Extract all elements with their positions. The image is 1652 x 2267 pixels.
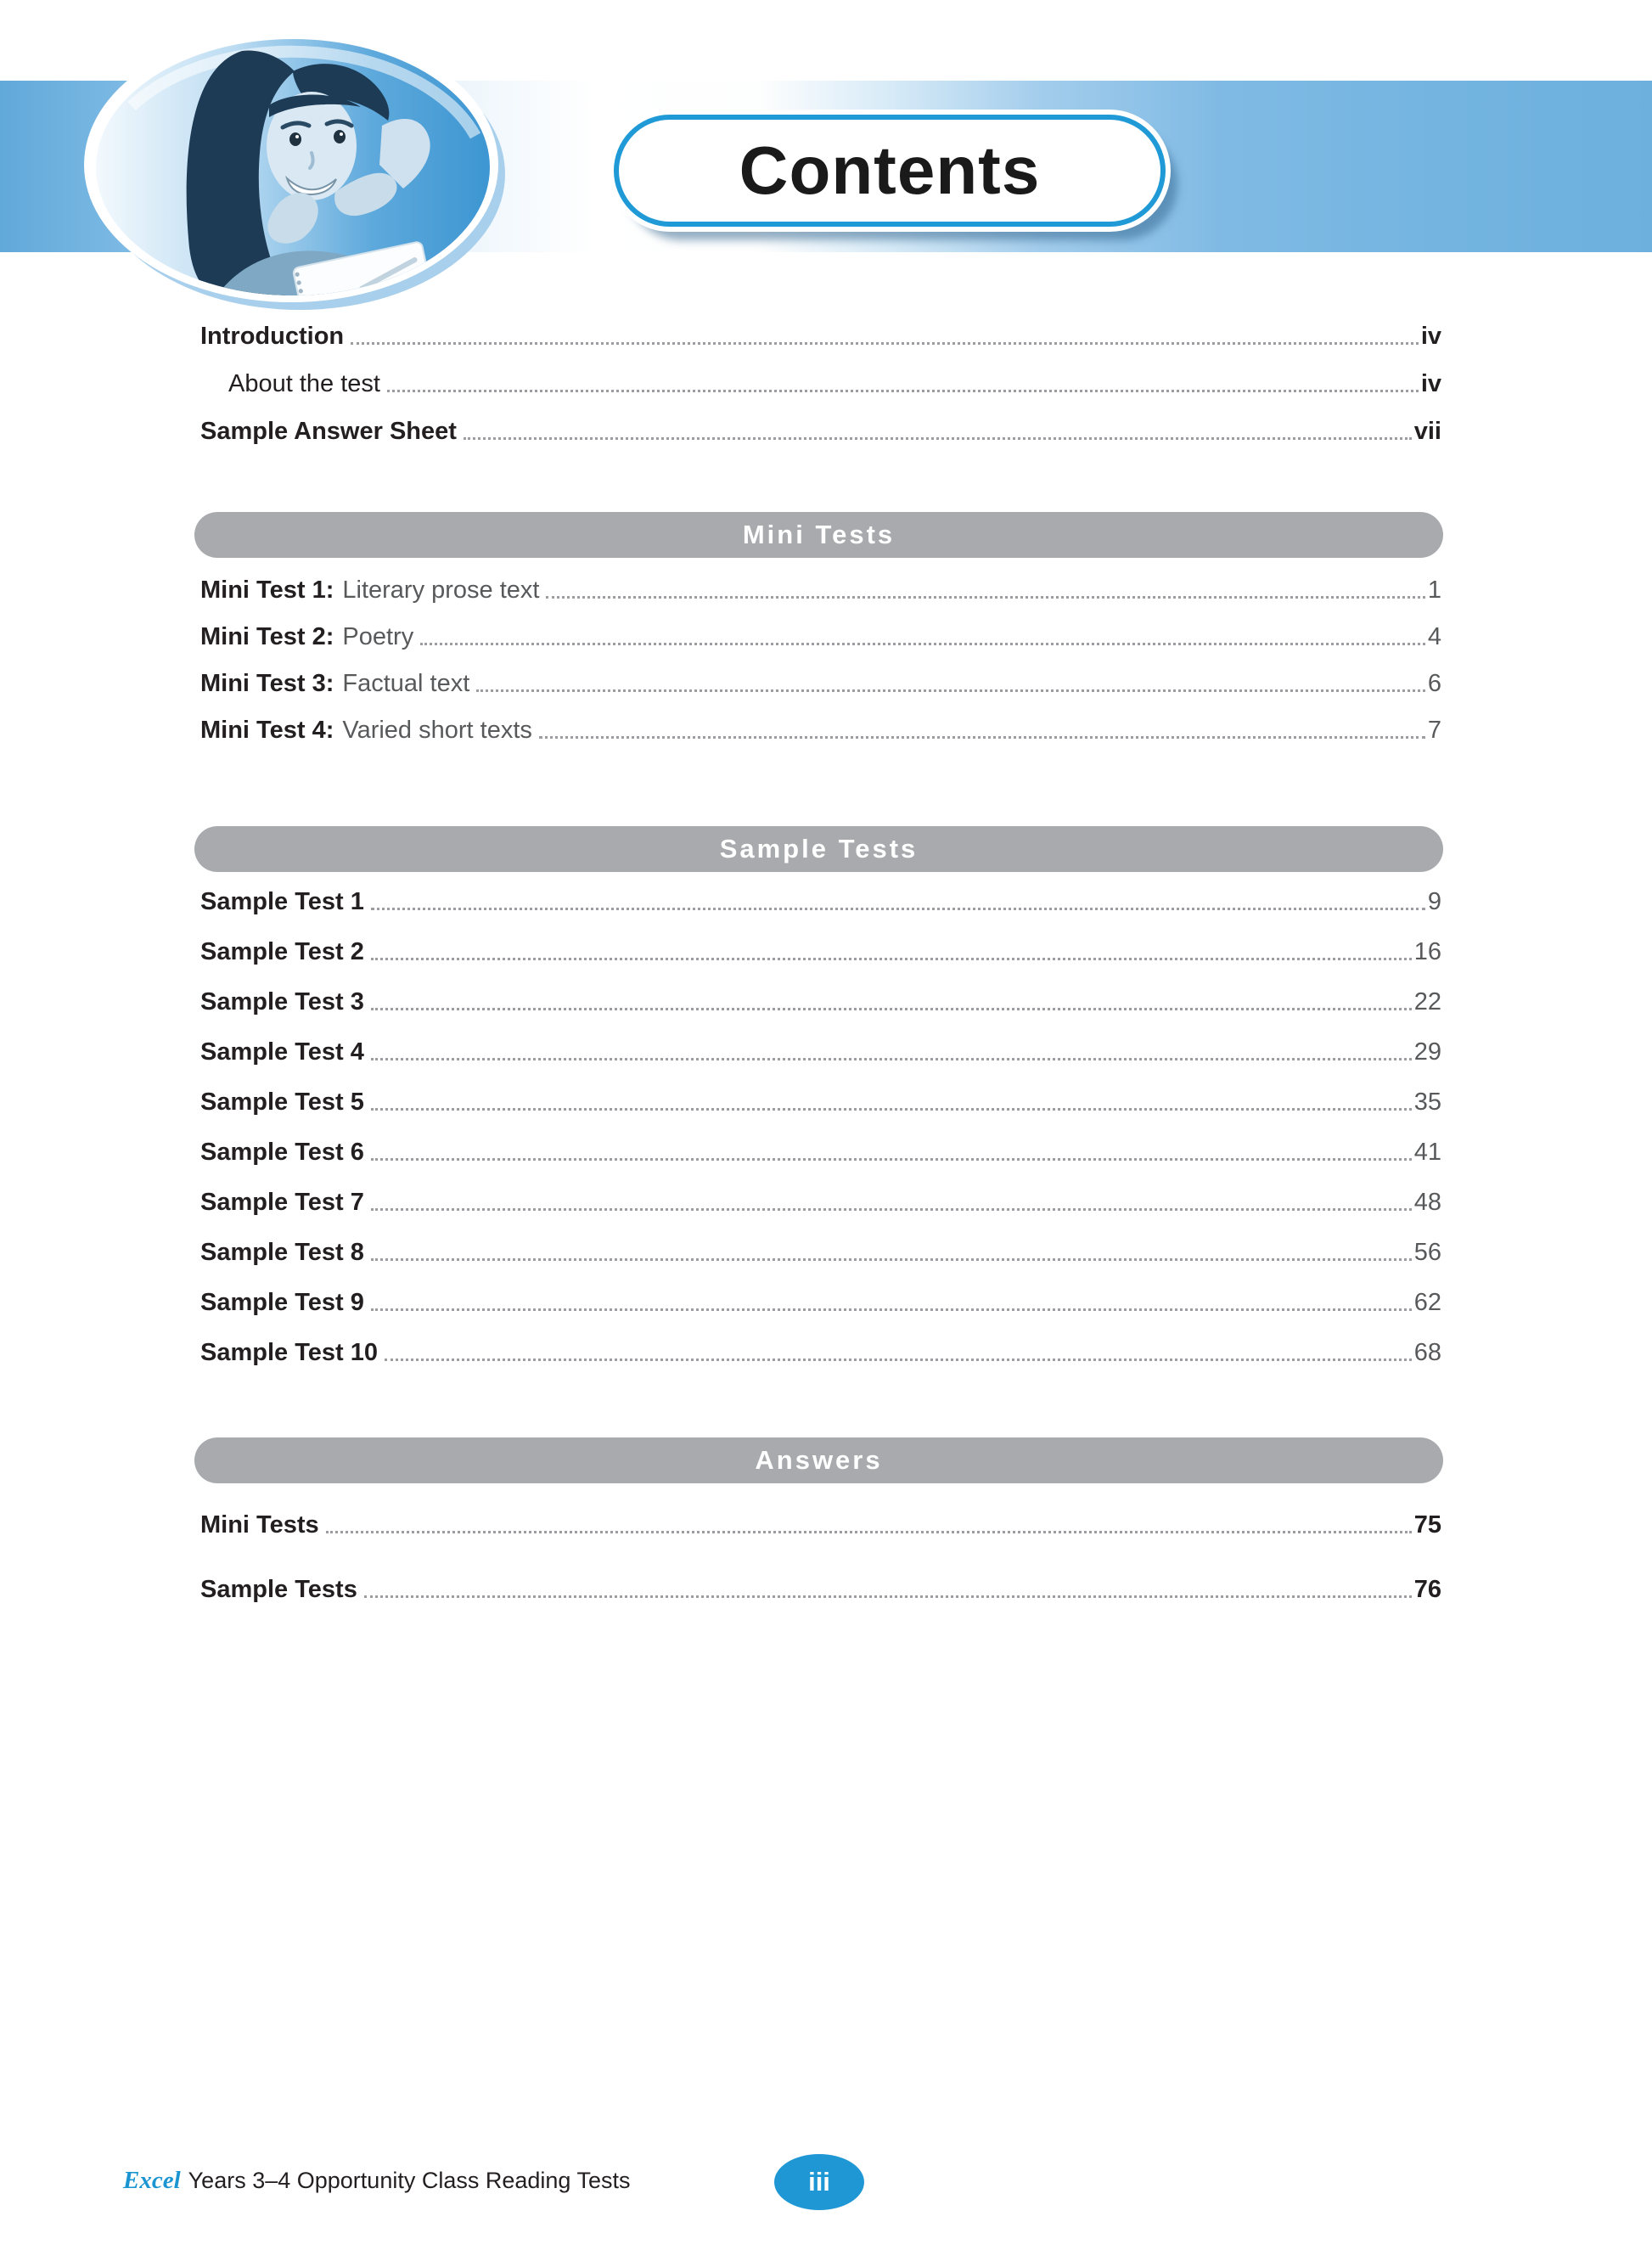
dot-leader xyxy=(371,1308,1412,1311)
dot-leader xyxy=(371,1008,1412,1010)
section-heading-pill: Mini Tests xyxy=(194,512,1443,558)
toc-label: Sample Tests xyxy=(200,1575,357,1603)
page-number: 35 xyxy=(1413,1088,1441,1116)
toc-row xyxy=(194,303,1443,351)
toc-label: Sample Test 2 xyxy=(200,937,364,965)
dot-leader xyxy=(420,643,1425,645)
toc-label: Sample Test 7 xyxy=(200,1188,364,1216)
toc-row xyxy=(194,558,1443,605)
dot-leader xyxy=(464,437,1412,440)
student-photo-oval xyxy=(81,25,505,310)
toc-section xyxy=(194,512,1443,745)
toc-description: Factual text xyxy=(342,669,470,697)
toc-description: Poetry xyxy=(342,622,414,650)
toc-section xyxy=(194,1437,1443,1604)
page-number: 68 xyxy=(1413,1338,1441,1366)
dot-leader xyxy=(371,1258,1412,1261)
page-number-label: iii xyxy=(808,2167,830,2197)
toc-label: Sample Test 4 xyxy=(200,1038,364,1066)
footer xyxy=(123,2167,630,2195)
toc-label: Introduction xyxy=(200,322,345,350)
toc-label: Sample Test 5 xyxy=(200,1088,364,1116)
toc-row xyxy=(194,1167,1443,1217)
toc-label: Sample Test 8 xyxy=(200,1238,364,1266)
toc-description: Varied short texts xyxy=(342,716,532,744)
section-heading-pill: Sample Tests xyxy=(194,826,1443,872)
toc-section xyxy=(194,826,1443,1367)
toc-row xyxy=(194,605,1443,651)
dot-leader xyxy=(371,1108,1412,1111)
page-title: Contents xyxy=(739,132,1041,208)
contents-pill xyxy=(614,115,1166,227)
page-number: 41 xyxy=(1413,1138,1441,1166)
section-rows xyxy=(194,558,1443,745)
toc-row xyxy=(194,1016,1443,1066)
page-number: 48 xyxy=(1413,1188,1441,1216)
page-number: 6 xyxy=(1427,669,1441,697)
toc-row xyxy=(194,1217,1443,1267)
page-number: 4 xyxy=(1427,622,1441,650)
page-number: 16 xyxy=(1413,937,1441,965)
toc-row xyxy=(194,1317,1443,1367)
front-matter xyxy=(194,303,1443,446)
page-number: 29 xyxy=(1413,1038,1441,1066)
page-number: 56 xyxy=(1413,1238,1441,1266)
page-number: iv xyxy=(1420,369,1441,397)
toc-label: Sample Test 1 xyxy=(200,887,364,915)
toc-description: Literary prose text xyxy=(342,576,540,604)
dot-leader xyxy=(387,390,1419,392)
toc-row xyxy=(194,1117,1443,1167)
toc-row xyxy=(194,698,1443,745)
page-number: 22 xyxy=(1413,987,1441,1015)
toc-label: Mini Test 4: xyxy=(200,716,334,744)
toc-label: Sample Test 10 xyxy=(200,1338,379,1366)
toc-label: Mini Test 1: xyxy=(200,576,334,604)
toc-label: Mini Tests xyxy=(200,1510,319,1539)
page-number: 7 xyxy=(1427,716,1441,744)
section-rows xyxy=(194,1475,1443,1604)
dot-leader xyxy=(371,1058,1412,1060)
page-number-badge xyxy=(774,2154,864,2210)
toc-label: Mini Test 3: xyxy=(200,669,334,697)
toc-row xyxy=(194,1267,1443,1317)
toc-label: Sample Test 9 xyxy=(200,1288,364,1316)
page-number: 9 xyxy=(1427,887,1441,915)
page-number: vii xyxy=(1413,417,1441,445)
toc-row xyxy=(194,351,1443,398)
section-rows xyxy=(194,866,1443,1367)
page-number: 1 xyxy=(1427,576,1441,604)
toc-row xyxy=(194,1475,1443,1539)
toc-row xyxy=(194,1066,1443,1117)
dot-leader xyxy=(476,689,1425,692)
page-number: iv xyxy=(1420,322,1441,350)
toc-sections xyxy=(194,512,1443,1604)
dot-leader xyxy=(351,342,1419,345)
toc-label: Mini Test 2: xyxy=(200,622,334,650)
student-photo-illustration xyxy=(81,25,505,310)
dot-leader xyxy=(371,958,1412,960)
page-number: 76 xyxy=(1413,1575,1441,1603)
toc-row xyxy=(194,1539,1443,1604)
toc-row xyxy=(194,398,1443,446)
toc-label: Sample Test 6 xyxy=(200,1138,364,1166)
dot-leader xyxy=(371,908,1425,910)
toc-row xyxy=(194,651,1443,698)
toc-row xyxy=(194,866,1443,916)
toc-row xyxy=(194,966,1443,1016)
toc-row xyxy=(194,916,1443,966)
footer-series: Years 3–4 Opportunity Class Reading Tests xyxy=(188,2168,631,2193)
toc-label: Sample Test 3 xyxy=(200,987,364,1015)
dot-leader xyxy=(326,1531,1412,1533)
section-heading-pill: Answers xyxy=(194,1437,1443,1483)
page-number: 75 xyxy=(1413,1510,1441,1539)
page-number: 62 xyxy=(1413,1288,1441,1316)
dot-leader xyxy=(539,736,1425,739)
dot-leader xyxy=(371,1208,1412,1211)
footer-brand: Excel xyxy=(123,2167,181,2194)
dot-leader xyxy=(546,596,1424,599)
dot-leader xyxy=(371,1158,1412,1161)
dot-leader xyxy=(385,1359,1412,1361)
toc-label: About the test xyxy=(228,369,380,397)
toc-label: Sample Answer Sheet xyxy=(200,417,457,445)
toc xyxy=(194,303,1443,1604)
dot-leader xyxy=(364,1595,1412,1598)
